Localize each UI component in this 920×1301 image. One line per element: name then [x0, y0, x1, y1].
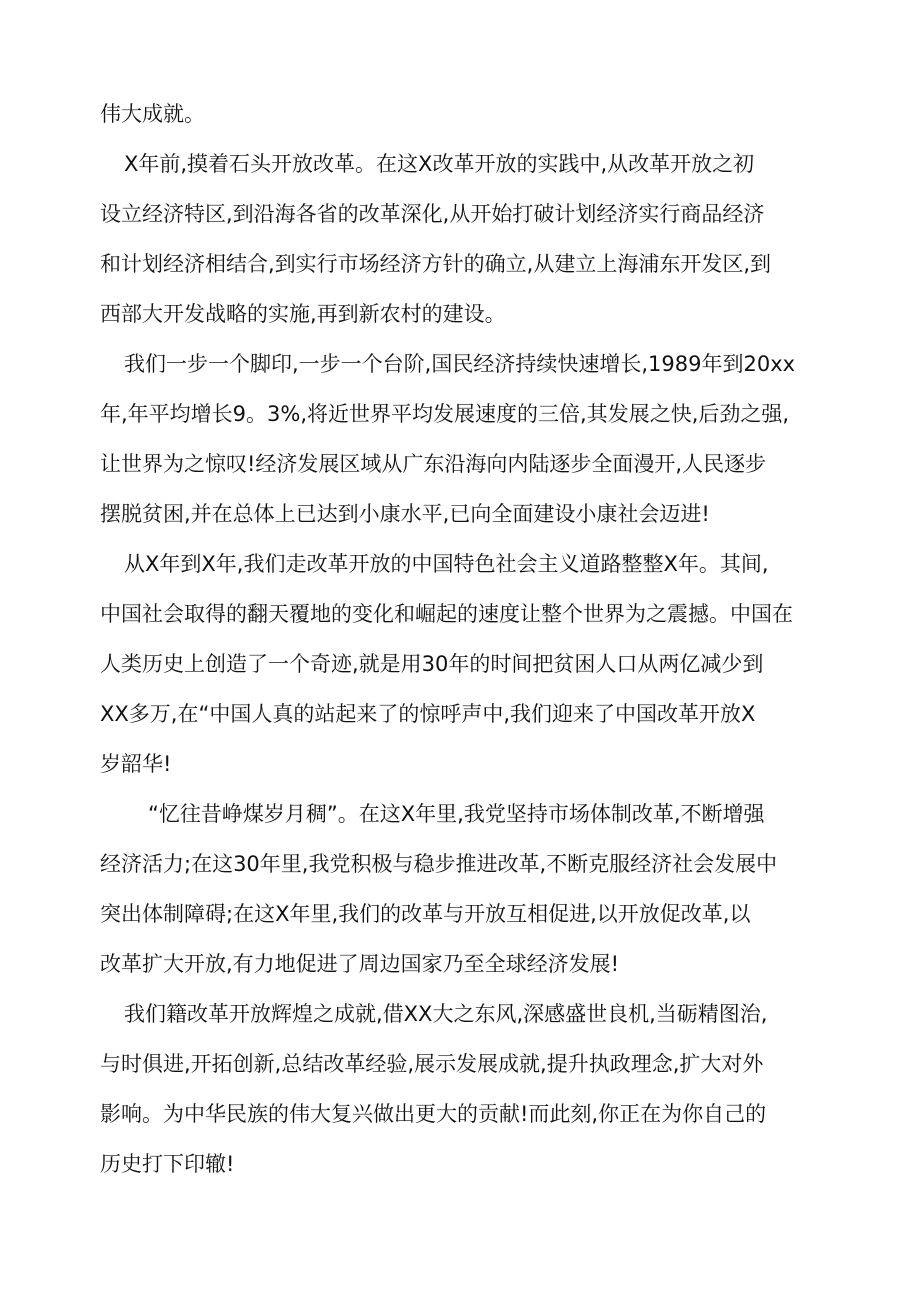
text-line: XX多万,在“中国人真的站起来了的惊呼声中,我们迎来了中国改革开放X [100, 702, 756, 726]
text-line: 和计划经济相结合,到实行市场经济方针的确立,从建立上海浦东开发区,到 [100, 252, 772, 276]
text-line: 岁韶华! [100, 752, 172, 776]
text-line: 让世界为之惊叹!经济发展区域从广东沿海向内陆逐步全面漫开,人民逐步 [100, 452, 767, 476]
text-line: 伟大成就。 [100, 102, 205, 126]
paragraph-first-line: X年前,摸着石头开放改革。在这X改革开放的实践中,从改革开放之初 [124, 152, 755, 176]
paragraph-first-line: 我们籍改革开放辉煌之成就,借XX大之东风,深感盛世良机,当砺精图治, [124, 1002, 768, 1026]
text-line: 中国社会取得的翻天覆地的变化和崛起的速度让整个世界为之震撼。中国在 [100, 602, 793, 626]
text-line: 与时俱进,开拓创新,总结改革经验,展示发展成就,提升执政理念,扩大对外 [100, 1052, 764, 1076]
text-line: 突出体制障碍;在这X年里,我们的改革与开放互相促进,以开放促改革,以 [100, 902, 751, 926]
paragraph-first-line: 从X年到X年,我们走改革开放的中国特色社会主义道路整整X年。其间, [124, 552, 769, 576]
text-line: 人类历史上创造了一个奇迹,就是用30年的时间把贫困人口从两亿减少到 [100, 652, 764, 676]
text-line: 设立经济特区,到沿海各省的改革深化,从开始打破计划经济实行商品经济 [100, 202, 765, 226]
text-line: 历史打下印辙! [100, 1152, 235, 1176]
paragraph-first-line: “忆往昔峥煤岁月稠”。在这X年里,我党坚持市场体制改革,不断增强 [148, 802, 765, 826]
text-line: 年,年平均增长9。3%,将近世界平均发展速度的三倍,其发展之快,后劲之强, [100, 402, 790, 426]
text-line: 经济活力;在这30年里,我党积极与稳步推进改革,不断克服经济社会发展中 [100, 852, 778, 876]
text-line: 西部大开发战略的实施,再到新农村的建设。 [100, 302, 506, 326]
paragraph-first-line: 我们一步一个脚印,一步一个台阶,国民经济持续快速增长,1989年到20xx [124, 352, 796, 376]
text-line: 摆脱贫困,并在总体上已达到小康水平,已向全面建设小康社会迈进! [100, 502, 710, 526]
text-line: 改革扩大开放,有力地促进了周边国家乃至全球经济发展! [100, 952, 620, 976]
text-line: 影响。为中华民族的伟大复兴做出更大的贡献!而此刻,你正在为你自己的 [100, 1102, 767, 1126]
